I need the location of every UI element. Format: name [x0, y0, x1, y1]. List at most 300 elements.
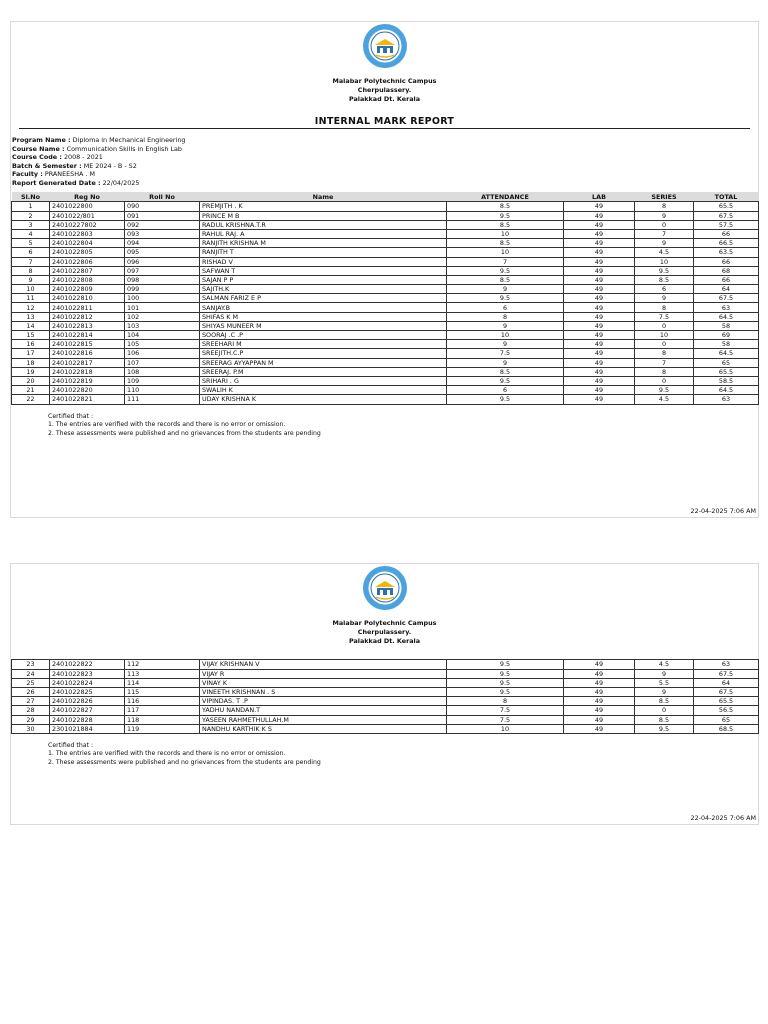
report-meta — [12, 136, 758, 187]
cell-name: VIJAY KRISHNAN V — [200, 660, 447, 669]
cell-rollno: 093 — [125, 229, 200, 238]
cell-name: PRINCE M B — [200, 211, 447, 220]
institution-name: Malabar Polytechnic Campus — [332, 619, 437, 627]
cell-lab: 49 — [564, 285, 635, 294]
col-header-series: SERIES — [635, 192, 694, 202]
cell-attendance: 9.5 — [447, 294, 564, 303]
table-row — [12, 386, 759, 395]
cell-series: 9 — [635, 211, 694, 220]
cell-lab: 49 — [564, 266, 635, 275]
cell-series: 7.5 — [635, 312, 694, 321]
cell-rollno: 105 — [125, 340, 200, 349]
cell-rollno: 101 — [125, 303, 200, 312]
cell-attendance: 6 — [447, 386, 564, 395]
cell-name: NANDHU KARTHIK K S — [200, 724, 447, 733]
cell-slno: 11 — [12, 294, 50, 303]
cell-total: 65.5 — [694, 367, 759, 376]
table-row — [12, 220, 759, 229]
cell-name: SALMAN FARIZ E P — [200, 294, 447, 303]
cell-total: 64.5 — [694, 386, 759, 395]
cell-series: 6 — [635, 285, 694, 294]
cell-name: SAJITH.K — [200, 285, 447, 294]
cell-regno: 2401022803 — [50, 229, 125, 238]
cell-series: 10 — [635, 257, 694, 266]
cell-regno: 2401022824 — [50, 678, 125, 687]
certification-block — [48, 413, 758, 439]
cell-name: PREMJITH . K — [200, 202, 447, 211]
cell-lab: 49 — [564, 386, 635, 395]
cell-total: 64.5 — [694, 312, 759, 321]
cell-name: SHIYAS MUNEER M — [200, 321, 447, 330]
report-header — [11, 564, 758, 645]
cell-series: 8.5 — [635, 697, 694, 706]
cell-rollno: 100 — [125, 294, 200, 303]
cell-slno: 22 — [12, 395, 50, 404]
cell-series: 7 — [635, 358, 694, 367]
cell-name: SAJAN P P — [200, 275, 447, 284]
cell-rollno: 117 — [125, 706, 200, 715]
cell-rollno: 114 — [125, 678, 200, 687]
cell-name: SREEHARI M — [200, 340, 447, 349]
cell-slno: 28 — [12, 706, 50, 715]
cell-series: 9.5 — [635, 266, 694, 275]
report-page-1 — [10, 21, 759, 518]
cell-series: 10 — [635, 331, 694, 340]
cell-lab: 49 — [564, 706, 635, 715]
table-row — [12, 669, 759, 678]
cell-series: 7 — [635, 229, 694, 238]
cell-attendance: 7 — [447, 257, 564, 266]
cell-lab: 49 — [564, 715, 635, 724]
cell-name: SREERAG AYYAPPAN M — [200, 358, 447, 367]
cell-series: 8.5 — [635, 715, 694, 724]
marks-table-continued — [11, 659, 759, 734]
table-row — [12, 724, 759, 733]
cell-attendance: 7.5 — [447, 706, 564, 715]
table-row — [12, 660, 759, 669]
cell-name: SAFWAN T — [200, 266, 447, 275]
course-code-line: Course Code : 2008 - 2021 — [12, 153, 103, 162]
cell-rollno: 115 — [125, 687, 200, 696]
cell-rollno: 094 — [125, 239, 200, 248]
cell-attendance: 8.5 — [447, 220, 564, 229]
table-row — [12, 321, 759, 330]
cell-slno: 9 — [12, 275, 50, 284]
cell-series: 4.5 — [635, 395, 694, 404]
cell-lab: 49 — [564, 349, 635, 358]
cell-regno: 2401022820 — [50, 386, 125, 395]
cell-series: 9 — [635, 669, 694, 678]
cell-slno: 7 — [12, 257, 50, 266]
cell-lab: 49 — [564, 660, 635, 669]
cell-attendance: 9 — [447, 321, 564, 330]
cell-regno: 2401022807 — [50, 266, 125, 275]
cell-attendance: 7.5 — [447, 349, 564, 358]
table-row — [12, 257, 759, 266]
cell-rollno: 112 — [125, 660, 200, 669]
cell-regno: 2401022819 — [50, 376, 125, 385]
col-header-regno: Reg No — [50, 192, 125, 202]
institution-city: Cherpulassery. — [357, 85, 412, 94]
institution-district: Palakkad Dt. Kerala — [348, 636, 421, 645]
col-header-rollno: Roll No — [125, 192, 200, 202]
cell-rollno: 111 — [125, 395, 200, 404]
cell-attendance: 8.5 — [447, 202, 564, 211]
cell-total: 66 — [694, 257, 759, 266]
cell-series: 8 — [635, 202, 694, 211]
cell-rollno: 103 — [125, 321, 200, 330]
cell-lab: 49 — [564, 248, 635, 257]
report-header — [11, 22, 758, 103]
cell-slno: 10 — [12, 285, 50, 294]
cell-total: 68.5 — [694, 724, 759, 733]
cell-attendance: 8.5 — [447, 275, 564, 284]
cell-attendance: 9.5 — [447, 678, 564, 687]
cell-slno: 2 — [12, 211, 50, 220]
cell-name: SHIFAS K M — [200, 312, 447, 321]
certification-heading: Certified that : — [48, 412, 94, 420]
cell-regno: 2401022806 — [50, 257, 125, 266]
table-row — [12, 331, 759, 340]
cell-lab: 49 — [564, 202, 635, 211]
cell-name: VIJAY R — [200, 669, 447, 678]
cell-total: 63 — [694, 395, 759, 404]
cell-lab: 49 — [564, 395, 635, 404]
cell-attendance: 10 — [447, 724, 564, 733]
cell-regno: 2401022822 — [50, 660, 125, 669]
cell-rollno: 109 — [125, 376, 200, 385]
cell-attendance: 9.5 — [447, 660, 564, 669]
table-row — [12, 266, 759, 275]
cell-series: 0 — [635, 376, 694, 385]
cell-attendance: 7.5 — [447, 715, 564, 724]
cell-total: 64 — [694, 285, 759, 294]
cell-regno: 2401022810 — [50, 294, 125, 303]
cell-name: SANJAY.B — [200, 303, 447, 312]
cell-total: 58 — [694, 340, 759, 349]
cell-attendance: 8 — [447, 697, 564, 706]
cell-series: 9 — [635, 294, 694, 303]
cell-attendance: 9.5 — [447, 669, 564, 678]
cell-attendance: 6 — [447, 303, 564, 312]
cell-total: 57.5 — [694, 220, 759, 229]
cell-slno: 19 — [12, 367, 50, 376]
cell-regno: 2401022804 — [50, 239, 125, 248]
table-row — [12, 285, 759, 294]
cell-regno: 2401022814 — [50, 331, 125, 340]
cell-name: RANJITH KRISHNA M — [200, 239, 447, 248]
table-row — [12, 687, 759, 696]
cell-total: 58 — [694, 321, 759, 330]
cell-name: YASEEN RAHMETHULLAH.M — [200, 715, 447, 724]
cell-name: RAHUL RAJ. A — [200, 229, 447, 238]
cell-series: 8 — [635, 367, 694, 376]
cell-lab: 49 — [564, 669, 635, 678]
col-header-name: Name — [200, 192, 447, 202]
cell-name: RISHAD V — [200, 257, 447, 266]
cell-name: VINAY K — [200, 678, 447, 687]
col-header-attendance: ATTENDANCE — [447, 192, 564, 202]
cell-lab: 49 — [564, 376, 635, 385]
cell-slno: 5 — [12, 239, 50, 248]
cell-series: 0 — [635, 220, 694, 229]
report-page-2 — [10, 563, 759, 825]
cell-lab: 49 — [564, 687, 635, 696]
table-row — [12, 248, 759, 257]
cell-slno: 6 — [12, 248, 50, 257]
table-row — [12, 340, 759, 349]
cell-rollno: 097 — [125, 266, 200, 275]
cell-series: 0 — [635, 340, 694, 349]
cell-attendance: 8.5 — [447, 367, 564, 376]
cell-regno: 2401022823 — [50, 669, 125, 678]
cell-name: RADUL KRISHNA.T.R — [200, 220, 447, 229]
cell-series: 9 — [635, 687, 694, 696]
table-row — [12, 697, 759, 706]
certification-line-1: 1. The entries are verified with the records and there is no error or omission. — [48, 421, 286, 429]
cell-name: YADHU NANDAN.T — [200, 706, 447, 715]
cell-total: 67.5 — [694, 294, 759, 303]
cell-attendance: 10 — [447, 248, 564, 257]
cell-total: 65.5 — [694, 697, 759, 706]
cell-series: 9 — [635, 239, 694, 248]
cell-total: 66.5 — [694, 239, 759, 248]
cell-attendance: 9.5 — [447, 395, 564, 404]
cell-rollno: 096 — [125, 257, 200, 266]
table-row — [12, 358, 759, 367]
cell-rollno: 098 — [125, 275, 200, 284]
cell-rollno: 118 — [125, 715, 200, 724]
cell-slno: 26 — [12, 687, 50, 696]
certification-line-2: 2. These assessments were published and no grievances from the students are pending — [48, 759, 321, 767]
cell-slno: 24 — [12, 669, 50, 678]
cell-series: 9.5 — [635, 386, 694, 395]
cell-lab: 49 — [564, 678, 635, 687]
cell-attendance: 9.5 — [447, 687, 564, 696]
cell-name: SRIHARI . G — [200, 376, 447, 385]
table-row — [12, 303, 759, 312]
cell-slno: 23 — [12, 660, 50, 669]
cell-total: 68 — [694, 266, 759, 275]
cell-rollno: 102 — [125, 312, 200, 321]
cell-regno: 2401022812 — [50, 312, 125, 321]
institution-district: Palakkad Dt. Kerala — [348, 94, 421, 103]
cell-total: 63 — [694, 303, 759, 312]
certification-line-2: 2. These assessments were published and no grievances from the students are pending — [48, 429, 321, 437]
cell-slno: 29 — [12, 715, 50, 724]
cell-slno: 4 — [12, 229, 50, 238]
marks-table — [11, 192, 759, 404]
cell-rollno: 099 — [125, 285, 200, 294]
course-line: Course Name : Communication Skills in English Lab — [12, 144, 182, 153]
cell-slno: 15 — [12, 331, 50, 340]
table-row — [12, 678, 759, 687]
cell-name: SREERAJ. P.M — [200, 367, 447, 376]
cell-regno: 2401022815 — [50, 340, 125, 349]
cell-name: VINEETH KRISHNAN . S — [200, 687, 447, 696]
col-header-lab: LAB — [564, 192, 635, 202]
cell-regno: 2401022/801 — [50, 211, 125, 220]
cell-rollno: 091 — [125, 211, 200, 220]
cell-total: 69 — [694, 331, 759, 340]
cell-regno: 2401022809 — [50, 285, 125, 294]
program-line: Program Name : Diploma in Mechanical Engineering — [12, 136, 186, 145]
cell-attendance: 8.5 — [447, 239, 564, 248]
table-row — [12, 376, 759, 385]
cell-total: 64.5 — [694, 349, 759, 358]
report-title: INTERNAL MARK REPORT — [19, 116, 750, 129]
cell-series: 8 — [635, 349, 694, 358]
marks-table-body — [12, 660, 759, 734]
cell-series: 9.5 — [635, 724, 694, 733]
table-row — [12, 312, 759, 321]
cell-slno: 21 — [12, 386, 50, 395]
cell-lab: 49 — [564, 211, 635, 220]
certification-heading: Certified that : — [48, 741, 94, 749]
cell-attendance: 9 — [447, 340, 564, 349]
report-date-line: Report Generated Date : 22/04/2025 — [12, 178, 140, 187]
table-row — [12, 715, 759, 724]
cell-slno: 20 — [12, 376, 50, 385]
cell-attendance: 9.5 — [447, 266, 564, 275]
cell-total: 65.5 — [694, 202, 759, 211]
cell-regno: 2401022800 — [50, 202, 125, 211]
cell-name: RANJITH T — [200, 248, 447, 257]
cell-series: 4.5 — [635, 660, 694, 669]
cell-slno: 1 — [12, 202, 50, 211]
cell-lab: 49 — [564, 275, 635, 284]
cell-slno: 13 — [12, 312, 50, 321]
cell-lab: 49 — [564, 303, 635, 312]
cell-slno: 12 — [12, 303, 50, 312]
cell-regno: 2401022828 — [50, 715, 125, 724]
cell-rollno: 116 — [125, 697, 200, 706]
institution-name: Malabar Polytechnic Campus — [332, 77, 437, 85]
cell-regno: 2401022816 — [50, 349, 125, 358]
cell-regno: 2401022811 — [50, 303, 125, 312]
cell-lab: 49 — [564, 321, 635, 330]
cell-attendance: 9.5 — [447, 211, 564, 220]
cell-regno: 2401022827 — [50, 706, 125, 715]
college-seal-logo — [362, 23, 408, 69]
cell-lab: 49 — [564, 724, 635, 733]
cell-series: 0 — [635, 321, 694, 330]
cell-total: 66 — [694, 229, 759, 238]
table-row — [12, 211, 759, 220]
cell-slno: 14 — [12, 321, 50, 330]
cell-name: VIPINDAS. T .P — [200, 697, 447, 706]
cell-series: 4.5 — [635, 248, 694, 257]
cell-name: SOORAJ .C .P — [200, 331, 447, 340]
generated-timestamp: 22-04-2025 7:06 AM — [690, 507, 756, 515]
cell-regno: 24010227802 — [50, 220, 125, 229]
cell-slno: 8 — [12, 266, 50, 275]
cell-total: 67.5 — [694, 211, 759, 220]
cell-total: 67.5 — [694, 669, 759, 678]
cell-name: SREEJITH.C.P — [200, 349, 447, 358]
table-row — [12, 395, 759, 404]
cell-regno: 2301021884 — [50, 724, 125, 733]
cell-total: 64 — [694, 678, 759, 687]
table-row — [12, 239, 759, 248]
cell-regno: 2401022805 — [50, 248, 125, 257]
cell-rollno: 110 — [125, 386, 200, 395]
cell-total: 63 — [694, 660, 759, 669]
cell-lab: 49 — [564, 229, 635, 238]
cell-name: UDAY KRISHNA K — [200, 395, 447, 404]
college-seal-logo — [362, 565, 408, 611]
cell-total: 67.5 — [694, 687, 759, 696]
col-header-total: TOTAL — [694, 192, 759, 202]
cell-rollno: 104 — [125, 331, 200, 340]
cell-slno: 25 — [12, 678, 50, 687]
cell-slno: 18 — [12, 358, 50, 367]
cell-lab: 49 — [564, 367, 635, 376]
cell-lab: 49 — [564, 257, 635, 266]
cell-total: 63.5 — [694, 248, 759, 257]
cell-series: 5.5 — [635, 678, 694, 687]
cell-regno: 2401022818 — [50, 367, 125, 376]
cell-attendance: 10 — [447, 229, 564, 238]
cell-attendance: 9 — [447, 285, 564, 294]
cell-regno: 2401022813 — [50, 321, 125, 330]
cell-attendance: 9 — [447, 358, 564, 367]
cell-regno: 2401022826 — [50, 697, 125, 706]
cell-lab: 49 — [564, 697, 635, 706]
cell-series: 8.5 — [635, 275, 694, 284]
table-row — [12, 294, 759, 303]
table-row — [12, 229, 759, 238]
cell-total: 58.5 — [694, 376, 759, 385]
cell-rollno: 107 — [125, 358, 200, 367]
certification-block — [48, 742, 758, 768]
cell-total: 65 — [694, 715, 759, 724]
cell-slno: 27 — [12, 697, 50, 706]
table-row — [12, 706, 759, 715]
cell-lab: 49 — [564, 239, 635, 248]
cell-slno: 3 — [12, 220, 50, 229]
cell-lab: 49 — [564, 220, 635, 229]
institution-city: Cherpulassery. — [357, 627, 412, 636]
table-row — [12, 349, 759, 358]
cell-attendance: 9.5 — [447, 376, 564, 385]
cell-rollno: 090 — [125, 202, 200, 211]
marks-table-body — [12, 202, 759, 404]
cell-lab: 49 — [564, 331, 635, 340]
col-header-slno: Sl.No — [12, 192, 50, 202]
batch-line: Batch & Semester : ME 2024 - B - S2 — [12, 161, 137, 170]
cell-attendance: 8 — [447, 312, 564, 321]
certification-line-1: 1. The entries are verified with the records and there is no error or omission. — [48, 750, 286, 758]
cell-regno: 2401022825 — [50, 687, 125, 696]
table-header-row — [12, 192, 759, 202]
cell-series: 0 — [635, 706, 694, 715]
cell-rollno: 095 — [125, 248, 200, 257]
table-row — [12, 202, 759, 211]
cell-regno: 2401022817 — [50, 358, 125, 367]
cell-slno: 30 — [12, 724, 50, 733]
cell-slno: 16 — [12, 340, 50, 349]
cell-total: 56.5 — [694, 706, 759, 715]
cell-lab: 49 — [564, 358, 635, 367]
table-row — [12, 275, 759, 284]
cell-slno: 17 — [12, 349, 50, 358]
cell-rollno: 119 — [125, 724, 200, 733]
cell-name: SWALIH K — [200, 386, 447, 395]
cell-lab: 49 — [564, 294, 635, 303]
table-row — [12, 367, 759, 376]
cell-total: 66 — [694, 275, 759, 284]
